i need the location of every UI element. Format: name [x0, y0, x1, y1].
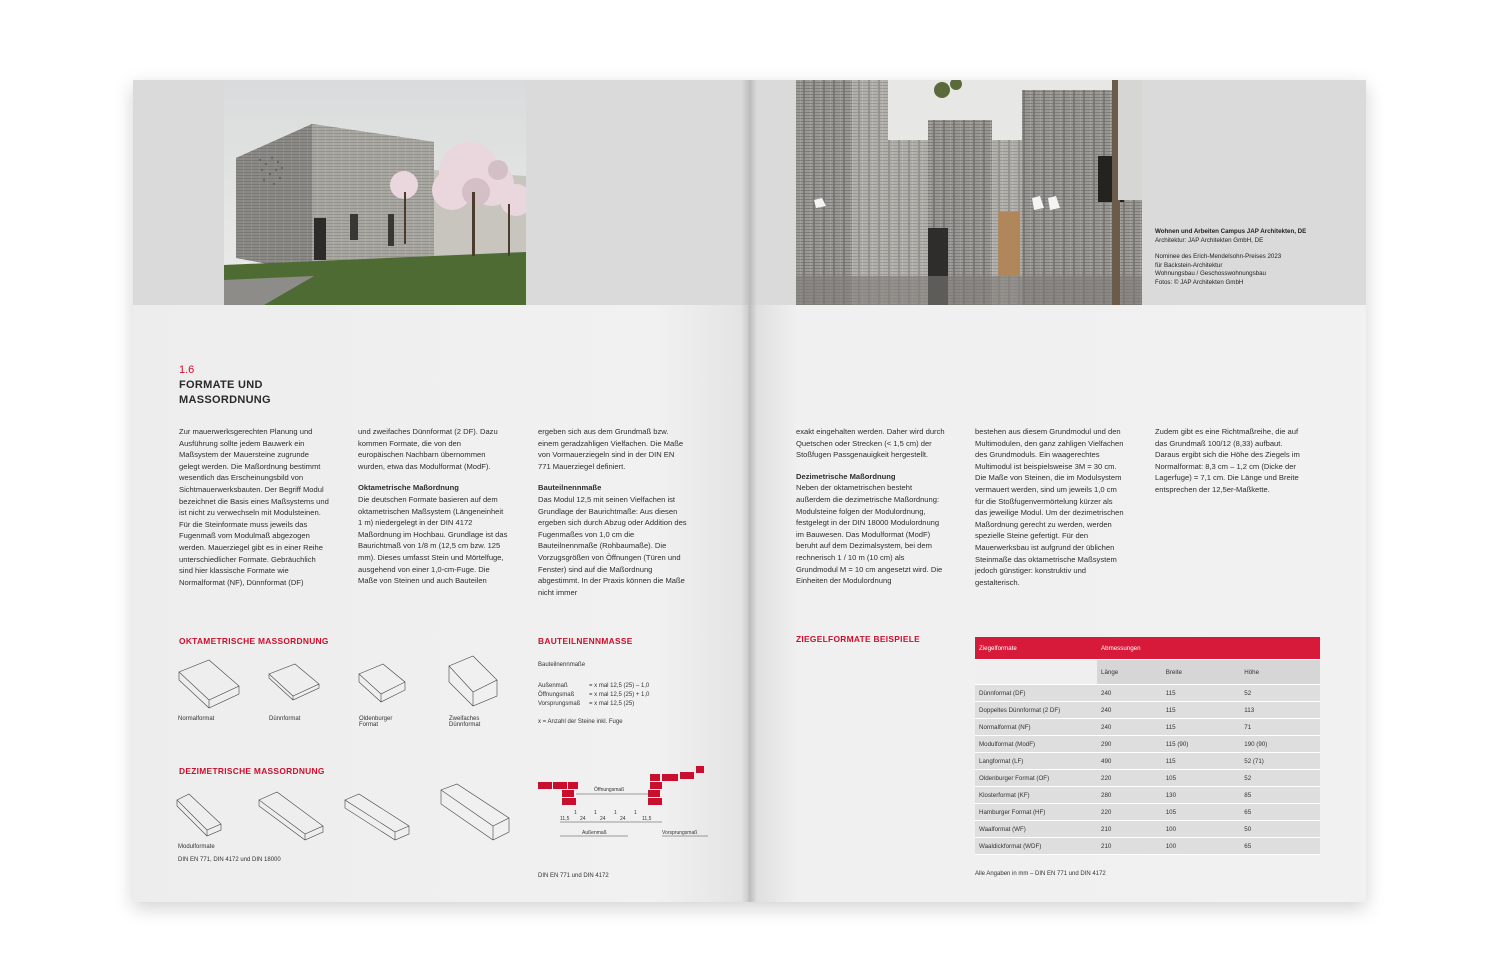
- bauteil-note: x = Anzahl der Steine inkl. Fuge: [538, 719, 623, 725]
- table-cell-width: 115: [1162, 685, 1241, 702]
- left-col1-paragraph: Zur mauerwerksgerechten Planung und Ausführung sollte jedem Bauwerk ein Maßsystem der Mauersteine zugrunde gelegt werden. Die Maßordnung bestimmt wesentlich das Erscheinungsbild von Sichtmauerwerksbauten. Der Begriff Modul bezeichnet die Basis eines Maßsystems und ist nicht zu verwechseln mit Modulsteinen. Für die Steinformate muss jeweils das Fugenmaß vom Modulmaß abgezogen werden. Mauerziegel gibt es in einer Reihe unterschiedlicher Formate. Gebräuchlich sind hier klassische Formate wie Normalformat (NF), Dünnformat (DF): [179, 427, 329, 587]
- section-title-line-1: FORMATE UND: [179, 379, 263, 391]
- table-cell-length: 210: [1097, 838, 1162, 855]
- table-cell-format: Langformat (LF): [975, 753, 1097, 770]
- caption-award: für Backstein-Architektur: [1155, 261, 1223, 269]
- left-page: [133, 80, 748, 902]
- okta-heading: OKTAMETRISCHE MASSORDNUNG: [179, 636, 329, 646]
- table-cell-width: 130: [1162, 787, 1241, 804]
- right-col1-paragraph-1: exakt eingehalten werden. Daher wird durch Quetschen oder Strecken (< 1,5 cm) der Stoßfugen Passgenauigkeit hergestellt.: [796, 427, 945, 460]
- bauteil-row-name: Vorsprungsmaß: [538, 701, 581, 707]
- section-title: [179, 378, 271, 408]
- bauteil-row: [538, 682, 678, 691]
- table-cell-width: 100: [1162, 821, 1241, 838]
- diagram-num-4: 1: [594, 810, 597, 816]
- left-text-col-1: [179, 426, 329, 588]
- center-gutter: [741, 80, 757, 902]
- table-row: [975, 787, 1320, 804]
- bauteil-row: [538, 691, 678, 700]
- table-header-row: [975, 637, 1320, 660]
- table-cell-height: 85: [1240, 787, 1320, 804]
- bauteil-row-name: Außenmaß: [538, 683, 568, 689]
- table-cell-format: Klosterformat (KF): [975, 787, 1097, 804]
- table-cell-width: 105: [1162, 804, 1241, 821]
- table-cell-length: 280: [1097, 787, 1162, 804]
- table-cell-width: 100: [1162, 838, 1241, 855]
- bauteil-formula-list: [538, 682, 678, 709]
- section-number: 1.6: [179, 364, 195, 376]
- table-row: [975, 719, 1320, 736]
- caption-nominee: Nominee des Erich-Mendelsohn-Preises 2023: [1155, 253, 1282, 261]
- left-col3-subheading: Bauteilnennmaße: [538, 483, 602, 493]
- table-cell-height: 113: [1240, 702, 1320, 719]
- right-col2-paragraph: bestehen aus diesem Grundmodul und den Multimodulen, den ganz zahligen Vielfachen des Grundmoduls. Ein waagerechtes Multimodul ist beispielsweise 3M = 30 cm. Die Maße von Steinen, die im Modulsystem vermauert werden, sind um jeweils 1,0 cm für die Stoßfugenvermörtelung kürzer als das jeweilige Modul. Um der dezimetrischen Maßordnung gerecht zu werden, werden spezielle Steine gefertigt. Für den Mauerwerksbau ist aufgrund der üblichen Steinmaße das oktametrische Maßsystem jedoch günstiger: konstruktiv und gestalterisch.: [975, 427, 1124, 587]
- table-cell-format: Waalformat (WF): [975, 821, 1097, 838]
- table-row: [975, 838, 1320, 855]
- diagram-num-7: 24: [620, 816, 626, 822]
- table-subheader-empty: [975, 660, 1097, 685]
- table-cell-height: 190 (90): [1240, 736, 1320, 753]
- diagram-num-1: 11,5: [560, 816, 570, 822]
- table-cell-length: 220: [1097, 804, 1162, 821]
- table-subheader-width: Breite: [1162, 660, 1241, 685]
- table-row: [975, 753, 1320, 770]
- table-cell-length: 290: [1097, 736, 1162, 753]
- dezi-label-2: DIN EN 771, DIN 4172 und DIN 18000: [178, 857, 281, 863]
- diagram-num-3: 24: [580, 816, 586, 822]
- table-row: [975, 736, 1320, 753]
- table-cell-width: 115: [1162, 719, 1241, 736]
- bauteil-row: [538, 700, 678, 709]
- building-photo-right: [796, 80, 1142, 305]
- right-col1-paragraph-2: Neben der oktametrischen besteht außerdem die dezimetrische Maßordnung: Modulsteine folgen der Modulordnung, festgelegt in der DIN 18000 Modulordnung im Bauwesen. Das Modulformat (ModF) beruht auf dem Dezimalsystem, bei dem rechnerisch 1 / 10 m (10 cm) als Grundmodul M = 10 cm angesetzt wird. Die Einheiten der Modulordnung: [796, 483, 943, 586]
- right-text-col-1: [796, 426, 946, 587]
- table-row: [975, 702, 1320, 719]
- table-subheader-height: Höhe: [1240, 660, 1320, 685]
- table-header-dimensions: Abmessungen: [1097, 637, 1320, 660]
- bauteil-row-name: Öffnungsmaß: [538, 692, 575, 698]
- dezi-format-drawings: [173, 780, 513, 850]
- ziegel-table: [975, 637, 1320, 855]
- brochure-spread: [133, 80, 1366, 902]
- diagram-opening-label: Öffnungsmaß: [594, 787, 625, 793]
- right-text-col-3: [1155, 426, 1305, 496]
- okta-format-drawings: [173, 650, 503, 720]
- diagram-num-2: 1: [574, 810, 577, 816]
- right-page: [748, 80, 1366, 902]
- ziegel-table-wrapper: [975, 637, 1320, 855]
- left-col2-paragraph-2: Die deutschen Formate basieren auf dem oktametrischen Maßsystem (Längeneinheit 1 m) niedergelegt in der DIN 4172 Maßordnung im Hochbau. Grundlage ist das Baurichtmaß von 1/8 m (12,5 cm bzw. 125 mm). Dieses umfasst Stein und Mörtelfuge, ausgehend von einer 1,0-cm-Fuge. Die Maße von Steinen und auch Bauteilen: [358, 494, 508, 586]
- section-title-line-2: MASSORDNUNG: [179, 394, 271, 406]
- table-cell-length: 240: [1097, 685, 1162, 702]
- bauteil-source: DIN EN 771 und DIN 4172: [538, 873, 609, 879]
- caption-title: Wohnen und Arbeiten Campus JAP Architekten, DE: [1155, 228, 1307, 235]
- table-cell-width: 115 (90): [1162, 736, 1241, 753]
- table-cell-length: 210: [1097, 821, 1162, 838]
- bauteil-row-formula: = x mal 12,5 (25) + 1,0: [589, 692, 650, 698]
- table-subheader-length: Länge: [1097, 660, 1162, 685]
- bauteil-diagram: [538, 764, 718, 864]
- diagram-num-9: 11,5: [642, 816, 652, 822]
- table-cell-format: Modulformat (ModF): [975, 736, 1097, 753]
- table-cell-height: 52: [1240, 770, 1320, 787]
- bauteil-heading: BAUTEILNENNMASSE: [538, 636, 633, 646]
- table-cell-format: Oldenburger Format (OF): [975, 770, 1097, 787]
- okta-label-4: Zweifaches Dünnformat: [449, 716, 481, 728]
- table-cell-height: 52: [1240, 685, 1320, 702]
- table-cell-height: 65: [1240, 838, 1320, 855]
- dezi-heading: DEZIMETRISCHE MASSORDNUNG: [179, 766, 325, 776]
- bauteil-subheading: Bauteilnennmaße: [538, 662, 586, 668]
- diagram-projection-label: Vorsprungsmaß: [662, 830, 698, 836]
- table-cell-length: 490: [1097, 753, 1162, 770]
- right-col3-paragraph: Zudem gibt es eine Richtmaßreihe, die auf das Grundmaß 100/12 (8,33) aufbaut. Daraus ergibt sich die Höhe des Ziegels im Normalformat: 8,3 cm – 1,2 cm (Dicke der Lagerfuge) = 7,1 cm. Die Länge und Breite entsprechen der 12,5er-Maßkette.: [1155, 427, 1300, 494]
- table-row: [975, 770, 1320, 787]
- table-header-formats: Ziegelformate: [975, 637, 1097, 660]
- right-text-col-2: [975, 426, 1125, 588]
- okta-label-3: Oldenburger Format: [359, 716, 393, 728]
- table-cell-length: 240: [1097, 719, 1162, 736]
- table-row: [975, 804, 1320, 821]
- table-cell-height: 52 (71): [1240, 753, 1320, 770]
- table-row: [975, 821, 1320, 838]
- table-subheader-row: [975, 660, 1320, 685]
- left-col2-paragraph-1: und zweifaches Dünnformat (2 DF). Dazu kommen Formate, die von den europäischen Nachbarn übernommen wurden, etwa das Modulformat (ModF).: [358, 427, 498, 471]
- table-cell-width: 115: [1162, 753, 1241, 770]
- ziegel-heading: ZIEGELFORMATE BEISPIELE: [796, 634, 921, 644]
- bauteil-row-formula: = x mal 12,5 (25): [589, 701, 635, 707]
- caption-category: Wohnungsbau / Geschosswohnungsbau: [1155, 270, 1266, 278]
- okta-label-2: Dünnformat: [269, 716, 301, 722]
- diagram-num-5: 24: [600, 816, 606, 822]
- table-cell-width: 115: [1162, 702, 1241, 719]
- left-col3-paragraph-1: ergeben sich aus dem Grundmaß bzw. einem geradzahligen Vielfachen. Die Maße von Vormauerziegeln sind in der DIN EN 771 Mauerziegel definiert.: [538, 427, 684, 471]
- left-text-col-2: [358, 426, 508, 587]
- photo-caption: [1155, 228, 1365, 288]
- diagram-outer-label: Außenmaß: [582, 830, 607, 836]
- table-cell-format: Doppeltes Dünnformat (2 DF): [975, 702, 1097, 719]
- left-col2-subheading: Oktametrische Maßordnung: [358, 483, 459, 493]
- table-cell-format: Normalformat (NF): [975, 719, 1097, 736]
- bauteil-row-formula: = x mal 12,5 (25) – 1,0: [589, 683, 650, 689]
- table-cell-format: Waaldickformat (WDF): [975, 838, 1097, 855]
- table-row: [975, 685, 1320, 702]
- table-cell-length: 220: [1097, 770, 1162, 787]
- table-cell-width: 105: [1162, 770, 1241, 787]
- left-col3-paragraph-2: Das Modul 12,5 mit seinen Vielfachen ist Grundlage der Baurichtmaße: Aus diesen ergeben sich durch Abzug oder Addition des Fugenmaßes von 1,0 cm die Bauteilnennmaße (Rohbaumaße). Die Vorzugsgrößen von Öffnungen (Türen und Fenster) sind auf die Maßordnung abgestimmt. In der Praxis können die Maße nicht immer: [538, 494, 687, 597]
- table-cell-height: 65: [1240, 804, 1320, 821]
- building-photo-left: [224, 80, 526, 305]
- diagram-num-6: 1: [614, 810, 617, 816]
- table-cell-format: Dünnformat (DF): [975, 685, 1097, 702]
- diagram-num-8: 1: [634, 810, 637, 816]
- table-cell-length: 240: [1097, 702, 1162, 719]
- dezi-label-1: Modulformate: [178, 844, 215, 850]
- ziegel-footnote: Alle Angaben in mm – DIN EN 771 und DIN 4172: [975, 871, 1106, 877]
- okta-label-1: Normalformat: [178, 716, 215, 722]
- caption-photo-credit: Fotos: © JAP Architekten GmbH: [1155, 278, 1244, 286]
- table-cell-height: 71: [1240, 719, 1320, 736]
- table-cell-height: 50: [1240, 821, 1320, 838]
- caption-architect: Architektur: JAP Architekten GmbH, DE: [1155, 236, 1264, 244]
- left-text-col-3: [538, 426, 688, 598]
- table-cell-format: Hamburger Format (HF): [975, 804, 1097, 821]
- right-col1-subheading: Dezimetrische Maßordnung: [796, 471, 896, 481]
